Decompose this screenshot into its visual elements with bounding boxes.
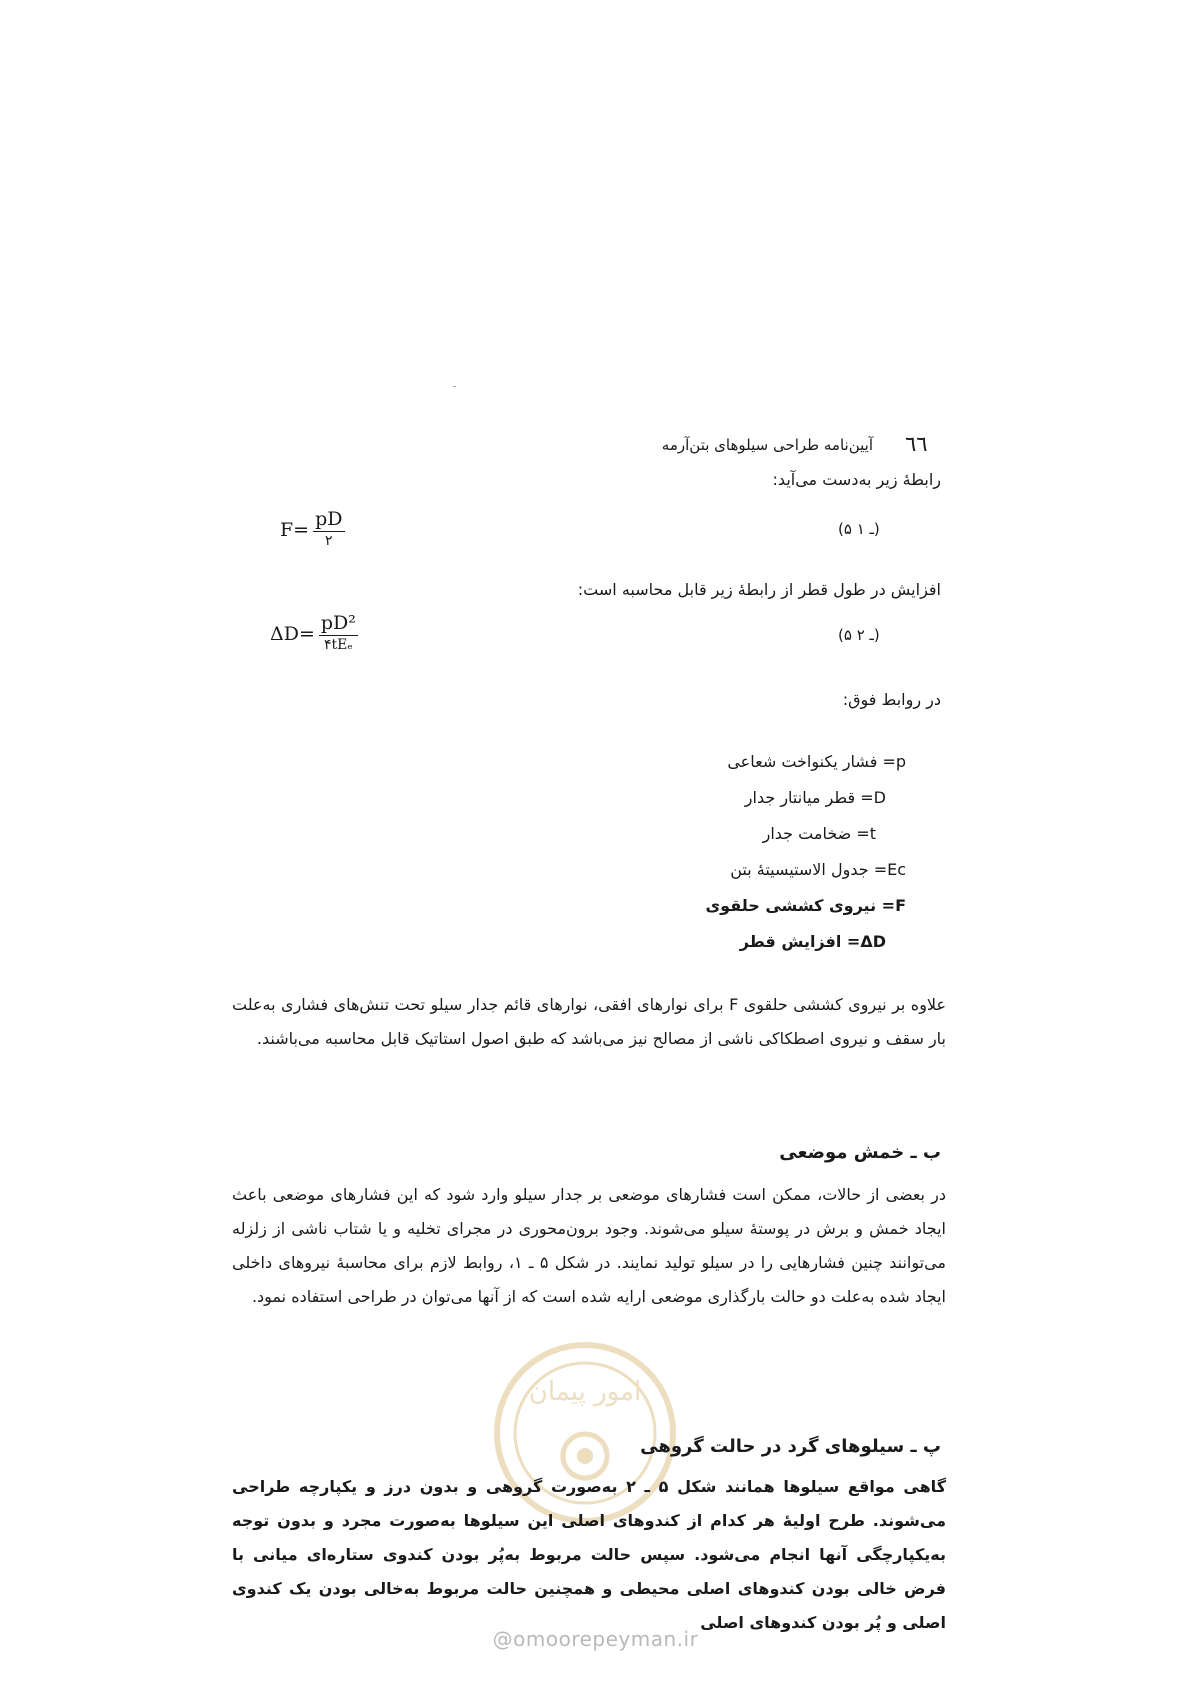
paragraph-hoop-tension: علاوه بر نیروی کششی حلقوی F برای نوارهای افقی، نوارهای قائم جدار سیلو تحت تنش‌های فشاری به‌علت بار سقف و نیروی اصطکاکی ناشی از مصالح نیز می‌باشد که طبق اصول استاتیک قابل محاسبه می‌باشند.: [232, 995, 947, 1048]
equation-2: [270, 614, 358, 654]
equation-1: [280, 510, 345, 550]
equation-1-fraction: [313, 510, 344, 550]
scan-speck: [453, 386, 456, 387]
definition-item: t= ضخامت جدار: [762, 824, 876, 843]
intro-line: رابطهٔ زیر به‌دست می‌آید:: [772, 470, 941, 489]
section-heading-local-bending: ب ـ خمش موضعی: [779, 1142, 941, 1163]
definitions-list: [706, 752, 906, 968]
definition-item: D= قطر میانتار جدار: [744, 788, 886, 807]
page-number: ٦٦: [905, 432, 928, 456]
watermark-url: @omoorepeyman.ir: [492, 1627, 699, 1651]
equation-2-numerator: pD²: [320, 612, 356, 634]
definition-item: F= نیروی کششی حلقوی: [705, 896, 906, 915]
mid-line: افزایش در طول قطر از رابطهٔ زیر قابل محاسبه است:: [577, 580, 941, 599]
watermark-seal-text: امور پیمان: [528, 1377, 642, 1407]
equation-2-lhs: ΔD=: [270, 622, 315, 645]
equation-2-fraction: [319, 614, 358, 654]
equation-2-denominator: ۴tEₑ: [323, 636, 353, 653]
running-title: آیین‌نامه طراحی سیلوهای بتن‌آرمه: [661, 436, 873, 454]
paragraph-group-silos: گاهی مواقع سیلوها همانند شکل ۵ ـ ۲ به‌صورت گروهی و بدون درز و یکپارچه طراحی می‌شوند. طرح اولیهٔ هر کدام از کندوهای اصلی این سیلوها به‌صورت مجرد و بدون توجه به‌یکپارچگی آنها انجام می‌شود. سپس حالت مربوط به‌پُر بودن کندوی ستاره‌ای میانی با فرض خالی بودن کندوهای اصلی محیطی و همچنین حالت مربوط به‌خالی بودن یک کندوی اصلی و پُر بودن کندوهای اصلی: [232, 1477, 946, 1632]
definition-item: p= فشار یکنواخت شعاعی: [727, 752, 906, 771]
definitions-intro: در روابط فوق:: [842, 690, 941, 709]
equation-1-denominator: ۲: [325, 532, 333, 549]
section-heading-group-silos: پ ـ سیلوهای گرد در حالت گروهی: [640, 1436, 941, 1457]
equation-number-2: (۵ ـ ۲): [838, 626, 880, 644]
equation-1-numerator: pD: [315, 508, 343, 530]
definition-item: Eᴄ= جدول الاستیسیتهٔ بتن: [730, 860, 906, 879]
definition-item: ΔD= افزایش قطر: [739, 932, 886, 951]
equation-number-1: (۵ ـ ۱): [838, 520, 880, 538]
equation-1-lhs: F=: [280, 518, 310, 541]
paragraph-local-bending: در بعضی از حالات، ممکن است فشارهای موضعی بر جدار سیلو وارد شود که این فشارهای موضعی باعث ایجاد خمش و برش در پوستهٔ سیلو می‌شوند. وجود برون‌محوری در مجرای تخلیه و یا شتاب ناشی از زلزله می‌توانند چنین فشارهایی را در سیلو تولید نمایند. در شکل ۵ ـ ۱، روابط لازم برای محاسبهٔ نیروهای داخلی ایجاد شده به‌علت دو حالت بارگذاری موضعی ارایه شده است که از آنها می‌توان در طراحی استفاده نمود.: [232, 1185, 946, 1306]
